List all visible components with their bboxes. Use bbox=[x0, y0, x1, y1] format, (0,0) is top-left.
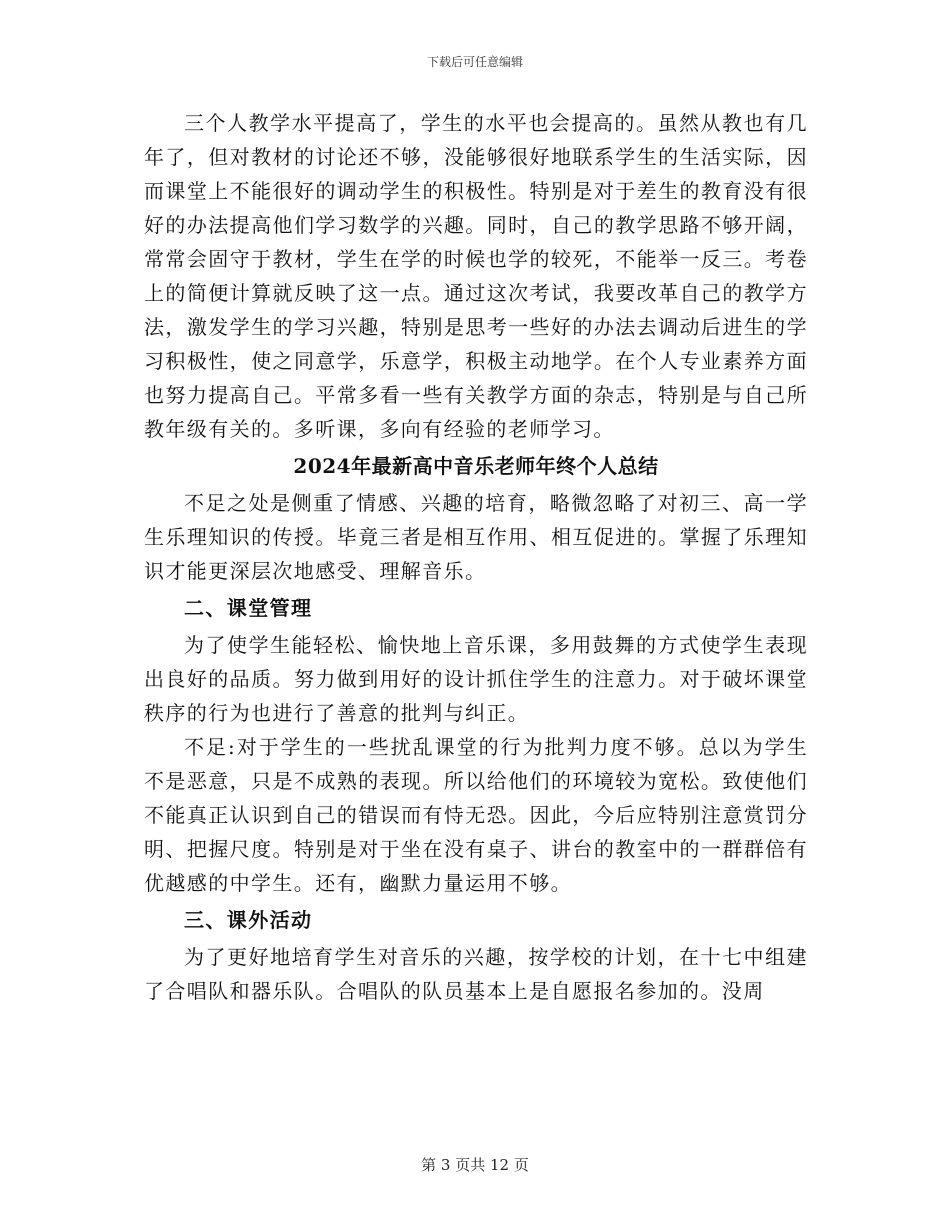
page-header: 下载后可任意编辑 bbox=[426, 55, 523, 69]
paragraph-2: 不足之处是侧重了情感、兴趣的培育，略微忽略了对初三、高一学生乐理知识的传授。毕竟三者是相互作用、相互促进的。掌握了乐理知识才能更深层次地感受、理解音乐。 bbox=[144, 491, 808, 583]
section-title: 2024年最新高中音乐老师年终个人总结 bbox=[293, 454, 659, 478]
heading-extracurricular: 三、课外活动 bbox=[184, 908, 313, 932]
paragraph-5: 为了更好地培育学生对音乐的兴趣，按学校的计划，在十七中组建了合唱队和器乐队。合唱队的队员基本上是自愿报名参加的。没周 bbox=[144, 945, 808, 1003]
heading-classroom-management: 二、课堂管理 bbox=[184, 596, 313, 620]
paragraph-1: 三个人教学水平提高了，学生的水平也会提高的。虽然从教也有几年了，但对教材的讨论还不够，没能够很好地联系学生的生活实际，因而课堂上不能很好的调动学生的积极性。特别是对于差生的教育没有很好的办法提高他们学习数学的兴趣。同时，自己的教学思路不够开阔，常常会固守于教材，学生在学的时候也学的较死，不能举一反三。考卷上的简便计算就反映了这一点。通过这次考试，我要改革自己的教学方法，激发学生的学习兴趣，特别是思考一些好的办法去调动后进生的学习积极性，使之同意学，乐意学，积极主动地学。在个人专业素养方面也努力提高自己。平常多看一些有关教学方面的杂志，特别是与自己所教年级有关的。多听课，多向有经验的老师学习。 bbox=[144, 111, 808, 441]
page-footer: 第 3 页共 12 页 bbox=[421, 1156, 529, 1174]
paragraph-3: 为了使学生能轻松、愉快地上音乐课，多用鼓舞的方式使学生表现出良好的品质。努力做到用好的设计抓住学生的注意力。对于破坏课堂秩序的行为也进行了善意的批判与纠正。 bbox=[144, 633, 808, 725]
paragraph-4: 不足:对于学生的一些扰乱课堂的行为批判力度不够。总以为学生不是恶意，只是不成熟的表现。所以给他们的环境较为宽松。致使他们不能真正认识到自己的错误而有恃无恐。因此，今后应特别注意赏罚分明、把握尺度。特别是对于坐在没有桌子、讲台的教室中的一群群倍有优越感的中学生。还有，幽默力量运用不够。 bbox=[144, 735, 808, 895]
document-body bbox=[144, 106, 808, 1008]
